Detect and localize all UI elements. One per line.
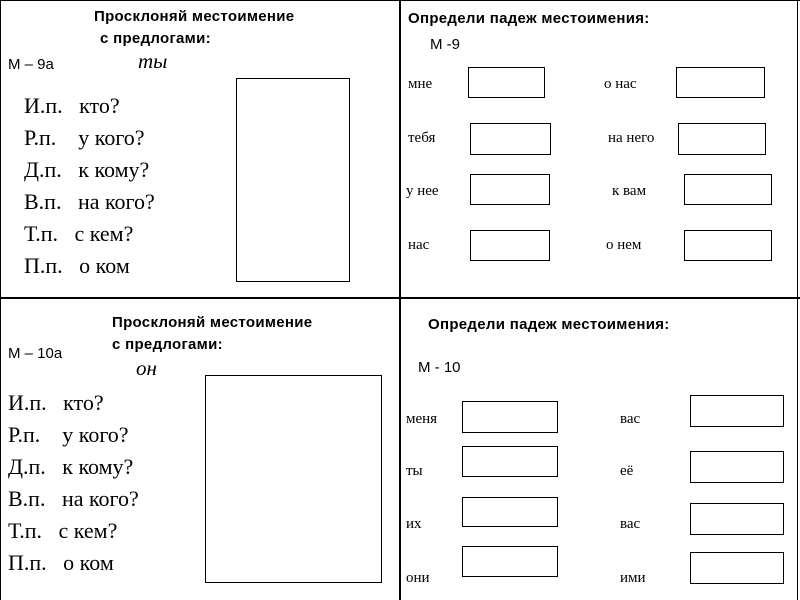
word-label: их [406,516,422,532]
word-label: тебя [408,130,436,146]
decline-title-line1: Просклоняй местоимение [94,8,295,25]
answer-box[interactable] [684,230,772,261]
word-label: её [620,463,634,479]
answer-box[interactable] [470,174,550,205]
case-line: В.п. на кого? [8,486,139,511]
card-code: М – 9а [8,56,54,73]
word-label: меня [406,411,438,427]
decline-title-line1: Просклоняй местоимение [112,314,313,331]
decline-title-line2: с предлогами: [112,336,223,353]
answer-box[interactable] [205,375,382,583]
card-code: М - 10 [418,359,461,376]
answer-box[interactable] [470,123,551,155]
answer-box[interactable] [690,503,784,535]
answer-box[interactable] [690,552,784,584]
right-border [797,0,798,600]
word-label: ими [620,570,646,586]
case-line: Д.п. к кому? [24,157,150,182]
case-line: Р.п. у кого? [8,422,129,447]
horizontal-divider [0,297,800,299]
pronoun: он [136,356,157,380]
word-label: к вам [612,183,647,199]
left-border [0,0,1,600]
word-label: о нас [604,76,637,92]
card-code: М -9 [430,36,460,53]
case-line: Т.п. с кем? [8,518,118,543]
answer-box[interactable] [462,401,558,433]
word-label: они [406,570,430,586]
pronoun: ты [138,49,168,73]
case-line: И.п. кто? [24,93,120,118]
case-line: В.п. на кого? [24,189,155,214]
answer-box[interactable] [678,123,766,155]
vertical-divider [399,0,401,600]
case-line: И.п. кто? [8,390,104,415]
card-code: М – 10а [8,345,63,362]
answer-box[interactable] [468,67,545,98]
word-label: о нем [606,237,642,253]
case-line: П.п. о ком [8,550,114,575]
answer-box[interactable] [684,174,772,205]
answer-box[interactable] [462,446,558,477]
word-label: вас [620,516,641,532]
case-line: Р.п. у кого? [24,125,145,150]
answer-box[interactable] [676,67,765,98]
case-title: Определи падеж местоимения: [408,10,650,27]
case-line: Т.п. с кем? [24,221,134,246]
case-line: П.п. о ком [24,253,130,278]
answer-box[interactable] [470,230,550,261]
answer-box[interactable] [462,497,558,527]
case-line: Д.п. к кому? [8,454,134,479]
answer-box[interactable] [690,395,784,427]
word-label: на него [608,130,655,146]
decline-title-line2: с предлогами: [100,30,211,47]
word-label: вас [620,411,641,427]
word-label: ты [406,463,423,479]
answer-box[interactable] [462,546,558,577]
answer-box[interactable] [236,78,350,282]
word-label: нас [408,237,430,253]
answer-box[interactable] [690,451,784,483]
word-label: у нее [406,183,439,199]
word-label: мне [408,76,433,92]
case-title: Определи падеж местоимения: [428,316,670,333]
